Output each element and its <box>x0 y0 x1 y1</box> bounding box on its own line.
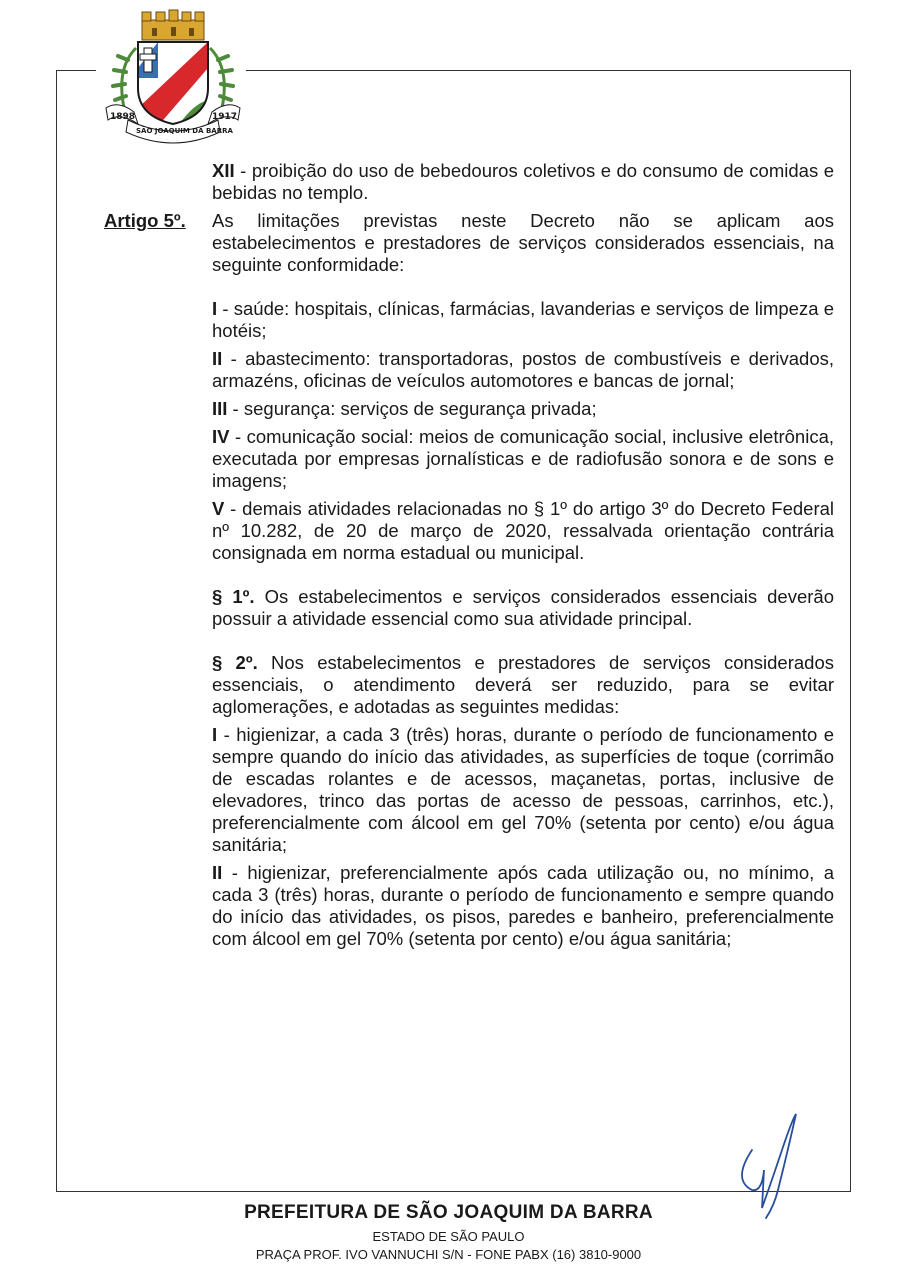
footer-title: PREFEITURA DE SÃO JOAQUIM DA BARRA <box>244 1202 653 1223</box>
paragraph-number: § 1º. <box>212 586 255 607</box>
list-item <box>212 298 834 342</box>
article-text: As limitações previstas neste Decreto não se aplicam aos estabelecimentos e prestadores de serviços considerados essenciais, na seguinte conformidade: <box>212 210 834 275</box>
article-label: Artigo 5º. <box>104 210 186 231</box>
paragraph-2 <box>212 652 834 718</box>
list-item <box>212 426 834 492</box>
item-xii <box>212 160 834 204</box>
list-item <box>212 348 834 392</box>
item-number: I <box>212 724 218 745</box>
paragraph-text: Nos estabelecimentos e prestadores de serviços considerados essenciais, o atendimento deverá ser reduzido, para se evitar aglomerações, e adotadas as seguintes medidas: <box>212 652 834 717</box>
footer-address: PRAÇA PROF. IVO VANNUCHI S/N - FONE PABX (16) 3810-9000 <box>255 1247 642 1262</box>
list-item <box>212 498 834 564</box>
svg-text:SÃO JOAQUIM DA BARRA: SÃO JOAQUIM DA BARRA <box>136 127 233 135</box>
sub-item <box>212 862 834 950</box>
item-number: IV <box>212 426 230 447</box>
item-text: - demais atividades relacionadas no § 1º do artigo 3º do Decreto Federal nº 10.282, de 20 de março de 2020, ressalvada orientação contrária consignada em norma estadual ou municipal. <box>212 498 834 563</box>
letterhead-footer <box>0 1198 897 1262</box>
item-text: - proibição do uso de bebedouros coletivos e do consumo de comidas e bebidas no templo. <box>212 160 834 203</box>
item-number: II <box>212 348 223 369</box>
list-item <box>212 398 834 420</box>
item-text: - higienizar, preferencialmente após cada utilização ou, no mínimo, a cada 3 (três) horas, durante o período de funcionamento e sempre quando do início das atividades, os pisos, paredes e banheiro, preferencialmente com álcool em gel 70% (setenta por cento) e/ou água sanitária; <box>212 862 834 949</box>
item-text: - abastecimento: transportadoras, postos de combustíveis e derivados, armazéns, oficinas de veículos automotores e bancas de jornal; <box>212 348 834 391</box>
svg-text:1917: 1917 <box>212 112 238 122</box>
svg-text:1898: 1898 <box>110 112 136 122</box>
artigo-5 <box>104 210 834 276</box>
sub-item <box>212 724 834 856</box>
municipal-crest-icon <box>98 8 248 148</box>
item-text: - segurança: serviços de segurança privada; <box>227 398 597 419</box>
item-text: - higienizar, a cada 3 (três) horas, durante o período de funcionamento e sempre quando do início das atividades, as superfícies de toque (corrimão de escadas rolantes e de acessos, maçanetas, portas, inclusive de elevadores, trinco das portas de acesso de pessoas, carrinhos, etc.), preferencialmente com álcool em gel 70% (setenta por cento) e/ou água sanitária; <box>212 724 834 855</box>
item-number: XII <box>212 160 235 181</box>
decree-body <box>104 160 834 950</box>
item-text: - comunicação social: meios de comunicação social, inclusive eletrônica, executada por empresas jornalísticas e de radiofusão sonora e de sons e imagens; <box>212 426 834 491</box>
footer-state: ESTADO DE SÃO PAULO <box>372 1229 525 1244</box>
item-number: III <box>212 398 228 419</box>
essential-list <box>212 298 834 950</box>
item-text: - saúde: hospitais, clínicas, farmácias, lavanderias e serviços de limpeza e hotéis; <box>212 298 834 341</box>
paragraph-text: Os estabelecimentos e serviços considerados essenciais deverão possuir a atividade essencial como sua atividade principal. <box>212 586 834 629</box>
item-number: II <box>212 862 223 883</box>
paragraph-number: § 2º. <box>212 652 258 673</box>
item-number: I <box>212 298 218 319</box>
paragraph-1 <box>212 586 834 630</box>
item-number: V <box>212 498 225 519</box>
